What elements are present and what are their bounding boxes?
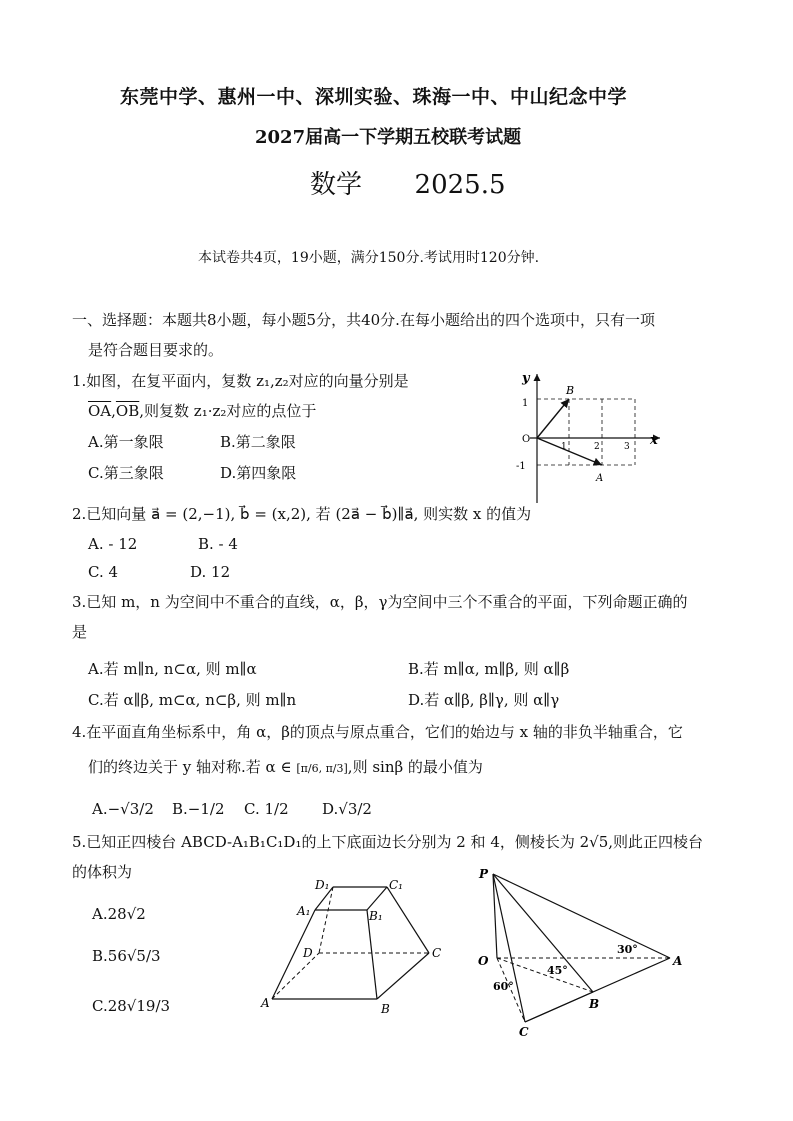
q4-stem-part-a: 们的终边关于 y 轴对称.若 α ∈ xyxy=(88,758,292,776)
q3-option-d: D.若 α∥β, β∥γ, 则 α∥γ xyxy=(408,691,560,709)
angle-60-label: 60° xyxy=(493,980,514,993)
angle-45-label: 45° xyxy=(547,964,568,977)
label-a1: A₁ xyxy=(297,904,311,918)
q4-option-a: A.−√3/2 xyxy=(92,800,154,818)
vector-ob: $\overline{OB}$ xyxy=(115,402,140,420)
vector-oa: $\overline{OA}$ xyxy=(88,402,112,420)
label-a: A xyxy=(261,996,270,1010)
label-p: P xyxy=(479,867,489,881)
y-axis-label: y xyxy=(522,371,530,386)
subject-title xyxy=(310,164,506,201)
q5-option-a: A.28√2 xyxy=(92,905,146,923)
q4-stem: 4.在平面直角坐标系中，角 α，β的顶点与原点重合，它们的始边与 x 轴的非负半轴重合，它 xyxy=(72,723,683,741)
vector-oa-arrow xyxy=(537,438,602,465)
q4-option-d: D.√3/2 xyxy=(322,800,372,818)
q4-stem-part-b: ,则 sinβ 的最小值为 xyxy=(347,758,483,776)
q3-option-c: C.若 α∥β, m⊂α, n⊂β, 则 m∥n xyxy=(88,691,297,709)
q5-stem: 5.已知正四棱台 ABCD-A₁B₁C₁D₁的上下底面边长分别为 2 和 4，侧棱长为 2√5,则此正四棱台 xyxy=(72,833,704,851)
x-tick-1: 1 xyxy=(561,442,567,452)
q3-stem-cont: 是 xyxy=(72,623,88,641)
origin-label: O xyxy=(522,434,531,445)
vector-ob-arrow xyxy=(537,399,569,438)
q3-option-a: A.若 m∥n, n⊂α, 则 m∥α xyxy=(88,660,257,678)
x-axis-label: x xyxy=(650,433,658,448)
label-b1: B₁ xyxy=(369,909,383,923)
subject-label: 数学 xyxy=(310,170,363,200)
q1-option-d: D.第四象限 xyxy=(220,464,297,482)
exam-date: 2025.5 xyxy=(414,170,506,200)
y-tick-neg1: -1 xyxy=(516,461,526,472)
q3-option-b: B.若 m∥α, m∥β, 则 α∥β xyxy=(408,660,570,678)
label-b-pyramid: B xyxy=(589,997,600,1011)
x-tick-2: 2 xyxy=(594,442,600,452)
label-b: B xyxy=(381,1002,390,1015)
q2-option-b: B. - 4 xyxy=(198,535,238,553)
q2-option-d: D. 12 xyxy=(190,563,231,581)
q5-option-b: B.56√5/3 xyxy=(92,947,161,965)
q1-option-c: C.第三象限 xyxy=(88,464,164,482)
q5-option-c: C.28√19/3 xyxy=(92,997,171,1015)
q2-option-a: A. - 12 xyxy=(88,535,138,553)
complex-plane-figure xyxy=(510,368,670,508)
angle-30-label: 30° xyxy=(617,943,638,956)
q3-stem: 3.已知 m，n 为空间中不重合的直线，α，β，γ为空间中三个不重合的平面，下列命题正确的 xyxy=(72,593,688,611)
q1-option-a: A.第一象限 xyxy=(88,433,164,451)
point-b-label: B xyxy=(566,384,575,397)
label-c: C xyxy=(432,946,442,960)
schools-title: 东莞中学、惠州一中、深圳实验、珠海一中、中山纪念中学 xyxy=(120,86,628,108)
label-a-pyramid: A xyxy=(673,954,683,968)
section1-heading: 一、选择题：本题共8小题，每小题5分，共40分.在每小题给出的四个选项中，只有一项 xyxy=(72,311,655,329)
label-c-pyramid: C xyxy=(519,1025,529,1039)
label-o: O xyxy=(478,954,489,968)
exam-title: 2027届高一下学期五校联考试题 xyxy=(255,127,522,148)
dashed-grid xyxy=(537,399,635,465)
frustum-edges xyxy=(272,887,429,999)
q1-stem-rest: ,则复数 z₁·z₂对应的点位于 xyxy=(139,402,317,420)
q1-stem: 1.如图，在复平面内，复数 z₁,z₂对应的向量分别是 xyxy=(72,372,409,390)
q1-stem-cont: $\overline{OA},\overline{OB}$,则复数 z₁·z₂对应的点位于 xyxy=(88,402,317,420)
q2-option-c: C. 4 xyxy=(88,563,119,581)
q5-stem-cont: 的体积为 xyxy=(72,863,133,881)
q4-option-c: C. 1/2 xyxy=(244,800,289,818)
label-d1: D₁ xyxy=(315,878,330,892)
q4-interval: [π/6, π/3] xyxy=(296,762,348,775)
label-d: D xyxy=(303,946,313,960)
y-tick-1: 1 xyxy=(522,398,529,409)
q4-option-b: B.−1/2 xyxy=(172,800,225,818)
label-c1: C₁ xyxy=(389,878,403,892)
section1-heading-cont: 是符合题目要求的。 xyxy=(88,341,224,359)
q2-stem: 2.已知向量 a⃗ = (2,−1), b⃗ = (x,2), 若 (2a⃗ − b⃗)∥a⃗, 则实数 x 的值为 xyxy=(72,505,532,523)
frustum-hidden-edges xyxy=(272,887,429,999)
pyramid-figure xyxy=(475,862,695,1042)
exam-intro: 本试卷共4页，19小题，满分150分.考试用时120分钟. xyxy=(198,250,540,266)
q1-option-b: B.第二象限 xyxy=(220,433,296,451)
frustum-figure xyxy=(255,875,455,1015)
pyramid-edges xyxy=(493,874,670,1022)
point-a-label: A xyxy=(596,473,604,484)
q4-stem-cont xyxy=(88,757,483,779)
x-tick-3: 3 xyxy=(624,442,630,452)
